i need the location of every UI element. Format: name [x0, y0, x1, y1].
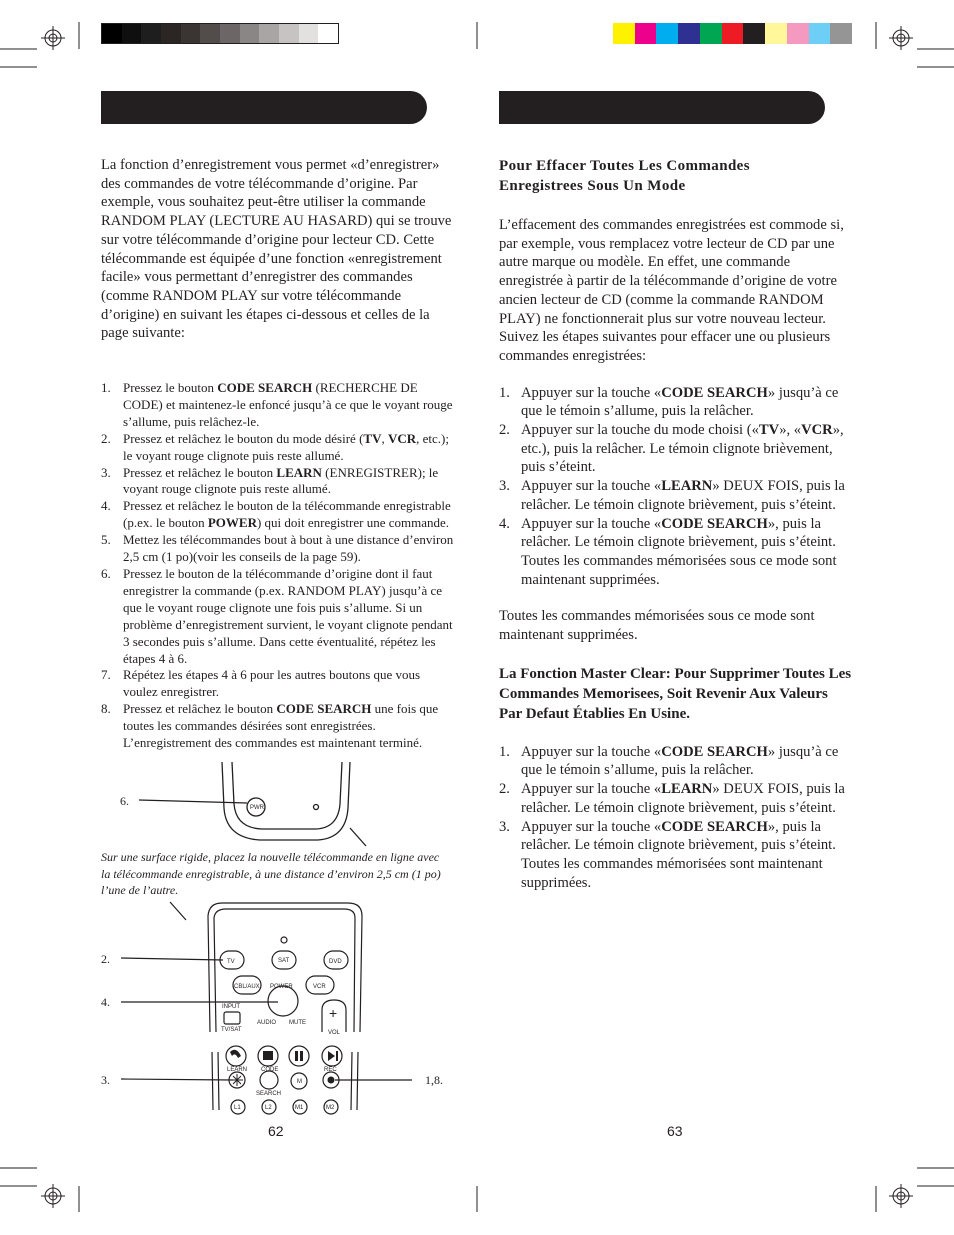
step-text: ) qui doit enregistrer une commande.: [256, 515, 450, 531]
step-keyword: POWER: [207, 515, 257, 531]
step-text: Appuyer sur la touche «: [521, 781, 662, 798]
step-text: Mettez les télécommandes bout à bout à une distance d’environ 2,5 cm (1 po)(voir les conseils de la page 59).: [123, 532, 454, 565]
step-number: 5.: [101, 532, 111, 548]
master-clear-step: [499, 743, 853, 780]
vol-plus-label: +: [329, 1005, 338, 1021]
master-clear-step: [499, 780, 853, 817]
input-label: INPUT: [222, 1004, 240, 1010]
step-text: Pressez et relâchez le bouton de la télécommande enregistrable (p.ex. le bouton: [123, 498, 451, 531]
l2-label: L2: [265, 1105, 272, 1111]
step-text: Appuyer sur la touche «: [521, 818, 662, 835]
step-number: 4.: [499, 515, 510, 532]
step-text: une fois que toutes les commandes désirées sont enregistrées. L’enregistrement des commandes est maintenant terminé.: [123, 701, 439, 751]
step-number: 3.: [499, 818, 510, 835]
step-text: », puis la relâcher. Le témoin clignote brièvement, puis s’éteint. Toutes les commandes mémorisées sont maintenant supprimées.: [521, 818, 836, 891]
step-number: 1.: [101, 380, 111, 395]
callout-2: 2.: [101, 952, 110, 966]
step-keyword: LEARN: [276, 464, 322, 480]
erase-step: [499, 477, 853, 514]
callout-3: 3.: [101, 1073, 110, 1087]
erase-summary-paragraph: Toutes les commandes mémorisées sous ce mode sont maintenant supprimées.: [499, 608, 815, 644]
m2-label: M2: [326, 1105, 335, 1111]
heading-erase-mode: Pour Effacer Toutes Les Commandes Enregistrees Sous Un Mode: [499, 158, 750, 194]
power-label: POWER: [270, 984, 293, 990]
mute-label: MUTE: [289, 1020, 306, 1026]
callout-1-8: 1,8.: [425, 1073, 443, 1087]
dvd-label: DVD: [329, 959, 342, 965]
erase-step: [499, 515, 853, 590]
sat-label: SAT: [278, 958, 290, 964]
step-keyword: CODE SEARCH: [661, 515, 768, 532]
cbl-label: CBL/AUX: [234, 984, 260, 990]
page-number-left: 62: [268, 1123, 284, 1139]
audio-label: AUDIO: [257, 1020, 277, 1026]
callout-4: 4.: [101, 995, 110, 1009]
step-text: Appuyer sur la touche «: [521, 743, 662, 760]
step-number: 2.: [101, 430, 111, 446]
step-number: 2.: [499, 781, 510, 798]
rec-label: REC: [324, 1067, 337, 1073]
callout-6: 6.: [120, 794, 129, 808]
step-keyword: VCR: [801, 422, 833, 439]
erase-intro-paragraph: L’effacement des commandes enregistrées est commode si, par exemple, vous remplacez votre lecteur de CD par une autre marque ou modèle. En effet, une commande enregistrée à partir de la télécommande d’origine de votre ancien lecteur de CD (comme la commande RANDOM PLAY) ne fonctionnerait plus sur votre nouveau lecteur. Suivez les étapes suivantes pour effacer une ou plusieurs commandes enregistrées:: [499, 217, 844, 364]
step-keyword: LEARN: [661, 781, 713, 798]
step-text: Appuyer sur la touche du mode choisi («: [521, 422, 759, 439]
step-text: » jusqu’à ce que le témoin s’allume, puis la relâcher.: [521, 743, 839, 779]
step-text: , etc.); le voyant rouge clignote puis reste allumé.: [123, 430, 449, 463]
step-keyword: CODE SEARCH: [217, 380, 313, 395]
step-text: Pressez et relâchez le bouton: [123, 464, 277, 480]
step-text: » jusqu’à ce que le témoin s’allume, puis la relâcher.: [521, 384, 839, 420]
step-keyword: TV: [363, 430, 382, 446]
step-text: Appuyer sur la touche «: [521, 478, 662, 495]
pwr-label: PWR: [250, 805, 264, 811]
step-text: Pressez le bouton de la télécommande d’origine dont il faut enregistrer la commande (p.ex. RANDOM PLAY) jusqu’à ce que le voyant rouge clignote une fois puis s’allume. Si un problème d’enregistrement survient, le voyant clignote pendant 3 secondes puis s’allume. Dans cette éventualité, répétez les étapes 4 à 6.: [123, 565, 453, 666]
step-text: », puis la relâcher. Le témoin clignote brièvement, puis s’éteint. Toutes les commandes mémorisées sous ce mode sont maintenant supprimées.: [521, 515, 837, 588]
step-keyword: CODE SEARCH: [661, 743, 768, 760]
step-text: (ENREGISTRER); le voyant rouge clignote puis reste allumé.: [123, 464, 439, 497]
master-clear-step: [499, 818, 853, 893]
step-number: 6.: [101, 565, 111, 581]
step-text: Appuyer sur la touche «: [521, 515, 662, 532]
m1-label: M1: [295, 1105, 304, 1111]
step-number: 3.: [499, 478, 510, 495]
step-text: », «: [779, 422, 802, 439]
page-number-right: 63: [667, 1123, 683, 1139]
step-number: 4.: [101, 498, 111, 514]
erase-step: [499, 421, 853, 477]
step-keyword: CODE SEARCH: [661, 818, 768, 835]
step-text: », etc.), puis la relâcher. Le témoin clignote brièvement, puis s’éteint.: [521, 422, 844, 476]
l1-label: L1: [234, 1105, 241, 1111]
step-text: ,: [381, 430, 388, 446]
illustration-caption: Sur une surface rigide, placez la nouvelle télécommande en ligne avec la télécommande enregistrable, à une distance d’environ 2,5 cm (1 po) l’une de l’autre.: [101, 850, 441, 897]
step-text: Appuyer sur la touche «: [521, 384, 662, 401]
step-text: Pressez et relâchez le bouton du mode désiré (: [123, 430, 364, 446]
step-number: 1.: [499, 384, 510, 401]
step-keyword: CODE SEARCH: [661, 384, 768, 401]
step-text: » DEUX FOIS, puis la relâcher. Le témoin clignote brièvement, puis s’éteint.: [521, 478, 845, 513]
vol-label: VOL: [328, 1030, 341, 1036]
tvsat-label: TV/SAT: [221, 1027, 242, 1033]
step-keyword: CODE SEARCH: [276, 701, 372, 717]
step-text: Pressez le bouton: [123, 380, 218, 395]
erase-step: [499, 384, 853, 421]
step-text: Pressez et relâchez le bouton: [123, 701, 277, 717]
code-label: CODE: [261, 1067, 279, 1073]
search-label: SEARCH: [256, 1091, 282, 1097]
step-keyword: LEARN: [661, 478, 713, 495]
step-number: 8.: [101, 701, 111, 717]
step-text: Répétez les étapes 4 à 6 pour les autres boutons que vous voulez enregistrer.: [123, 667, 421, 700]
tv-label: TV: [227, 959, 235, 965]
m-label: M: [297, 1079, 302, 1085]
intro-paragraph: La fonction d’enregistrement vous permet «d’enregistrer» des commandes de votre télécommande d’origine. Par exemple, vous souhaitez peut-être utiliser la commande RANDOM PLAY (LECTURE AU HASARD) qui se trouve sur votre télécommande d’origine pour lecteur CD. Cette télécommande est équipée d’une fonction «enregistrement facile» vous permettant d’enregistrer des commandes (comme RANDOM PLAY sur votre télécommande d’origine) en suivant les étapes ci-dessous et celles de la page suivante:: [101, 157, 452, 342]
step-text: (RECHERCHE DE CODE) et maintenez-le enfoncé jusqu’à ce que le voyant rouge s’allume, puis relâchez-le.: [123, 380, 453, 429]
step-keyword: VCR: [387, 430, 417, 446]
heading-master-clear: La Fonction Master Clear: Pour Supprimer Toutes Les Commandes Memorisees, Soit Revenir Aux Valeurs Par Defaut Établies En Usine.: [499, 665, 852, 722]
vcr-label: VCR: [313, 984, 326, 990]
step-number: 2.: [499, 422, 510, 439]
step-number: 7.: [101, 667, 111, 683]
learn-label: LEARN: [227, 1067, 248, 1073]
step-number: 1.: [499, 743, 510, 760]
step-number: 3.: [101, 464, 111, 480]
right-column: [499, 156, 853, 892]
step-text: » DEUX FOIS, puis la relâcher. Le témoin clignote brièvement, puis s’éteint.: [521, 781, 845, 816]
step-keyword: TV: [758, 422, 780, 439]
